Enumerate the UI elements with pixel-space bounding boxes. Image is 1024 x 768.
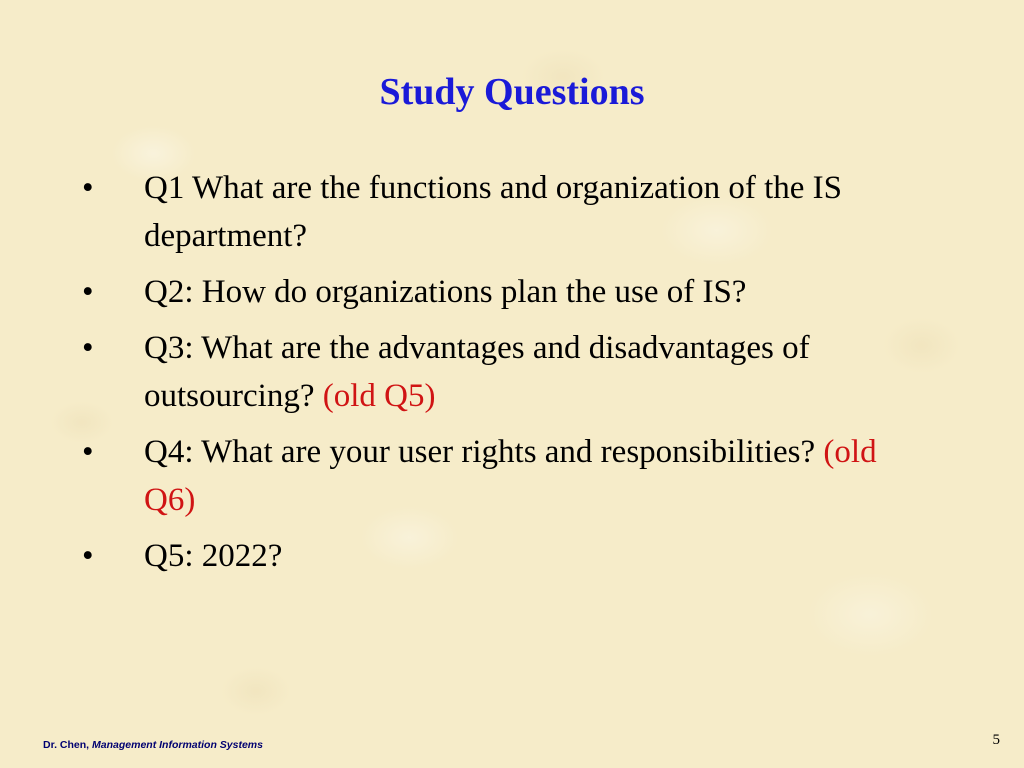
question-q3: Q3: What are the advantages and disadvantages of outsourcing? bbox=[144, 330, 810, 414]
bullet-icon: • bbox=[82, 434, 94, 470]
list-item bbox=[0, 324, 1024, 420]
slide-title: Study Questions bbox=[379, 71, 645, 113]
list-item bbox=[0, 428, 1024, 524]
question-q1: Q1 What are the functions and organization of the IS department? bbox=[144, 170, 842, 254]
question-text bbox=[144, 268, 914, 316]
bullet-icon: • bbox=[82, 274, 94, 310]
question-note: (old Q5) bbox=[322, 378, 436, 414]
question-text bbox=[144, 324, 914, 420]
question-q5: Q5: 2022? bbox=[144, 538, 283, 574]
question-q4: Q4: What are your user rights and responsibilities? bbox=[144, 434, 816, 470]
list-item bbox=[0, 268, 1024, 316]
bullet-icon: • bbox=[82, 538, 94, 574]
question-list bbox=[0, 164, 1024, 588]
bullet-icon: • bbox=[82, 170, 94, 206]
list-item bbox=[0, 164, 1024, 260]
footer-author: Dr. Chen, bbox=[43, 739, 90, 751]
question-text bbox=[144, 428, 914, 524]
question-text bbox=[144, 532, 914, 580]
footer-credit bbox=[43, 739, 263, 751]
page-number: 5 bbox=[992, 732, 1000, 748]
question-note: (old Q6) bbox=[144, 434, 877, 518]
footer-course: Management Information Systems bbox=[92, 739, 263, 751]
bullet-icon: • bbox=[82, 330, 94, 366]
list-item bbox=[0, 532, 1024, 580]
question-text bbox=[144, 164, 914, 260]
question-q2: Q2: How do organizations plan the use of IS? bbox=[144, 274, 747, 310]
